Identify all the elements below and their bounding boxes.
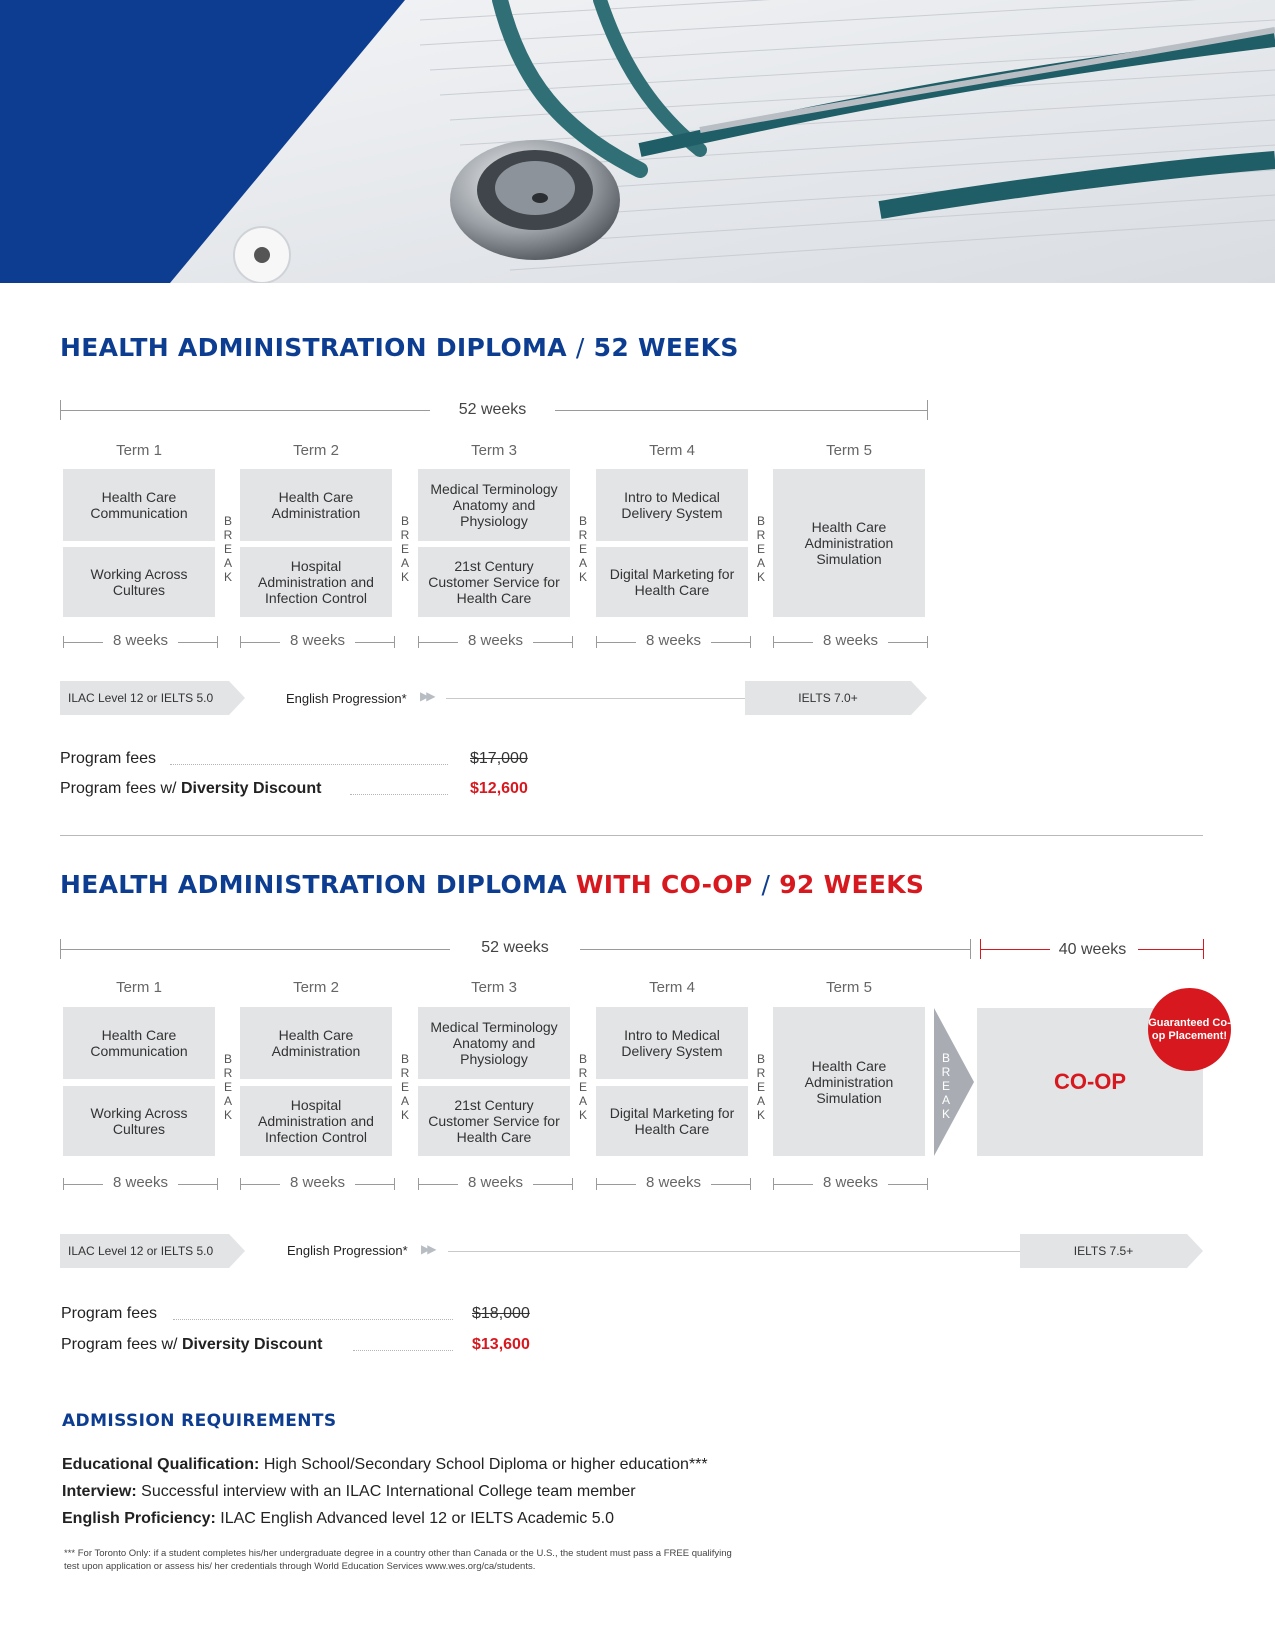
- coop-weeks: 40 weeks: [1058, 941, 1127, 958]
- progression-line: [448, 1251, 1020, 1252]
- weeks-label: 8 weeks: [636, 632, 711, 649]
- term-label: Term 2: [293, 979, 339, 996]
- section1-title-duration: 52 WEEKS: [593, 333, 739, 362]
- admission-row-label: English Proficiency:: [62, 1510, 216, 1527]
- weeks-ruler: [63, 632, 218, 652]
- bracket-line: [60, 949, 450, 950]
- course-box: Working Across Cultures: [63, 1086, 215, 1156]
- weeks-label: 8 weeks: [103, 1174, 178, 1191]
- fee-discount-bold: Diversity Discount: [181, 1336, 323, 1353]
- bracket-line: [580, 949, 970, 950]
- section1-title-main: HEALTH ADMINISTRATION DIPLOMA: [60, 333, 567, 362]
- weeks-label: 8 weeks: [458, 1174, 533, 1191]
- course-box: Medical Terminology Anatomy and Physiology: [418, 1007, 570, 1079]
- course-box: Health Care Communication: [63, 1007, 215, 1079]
- fee-dots: [353, 1350, 453, 1351]
- break-label: BREAK: [578, 1052, 588, 1122]
- coop-bracket-line: [980, 949, 1050, 950]
- weeks-ruler: [240, 1174, 395, 1194]
- weeks-ruler: [418, 632, 573, 652]
- guaranteed-badge: Guaranteed Co-op Placement!: [1148, 988, 1231, 1071]
- fee-discount-label: [60, 780, 321, 798]
- fee-discount-bold: Diversity Discount: [180, 780, 322, 797]
- admission-row: [62, 1510, 614, 1528]
- progression-arrow: [229, 1234, 245, 1268]
- course-box: 21st Century Customer Service for Health Care: [418, 1086, 570, 1156]
- footnote: *** For Toronto Only: if a student completes his/her undergraduate degree in a country other than Canada or the U.S., the student must pass a FREE qualifying test upon application or assess his/ her credentials through World Education Services www.wes.org/ca/students.: [64, 1548, 732, 1572]
- section1-title: [60, 333, 739, 362]
- bracket-line: [555, 410, 928, 411]
- coop-bracket-tick: [1203, 939, 1204, 959]
- term-label: Term 3: [471, 442, 517, 459]
- course-box: Health Care Administration Simulation: [773, 469, 925, 617]
- course-box: Intro to Medical Delivery System: [596, 469, 748, 541]
- term-label: Term 1: [116, 979, 162, 996]
- hero-image: [0, 0, 1275, 283]
- weeks-ruler: [596, 632, 751, 652]
- weeks-ruler: [240, 632, 395, 652]
- weeks-label: 8 weeks: [813, 1174, 888, 1191]
- course-box: Intro to Medical Delivery System: [596, 1007, 748, 1079]
- course-box: Health Care Administration Simulation: [773, 1007, 925, 1156]
- bracket-line: [60, 410, 430, 411]
- section2-title-slash: /: [761, 870, 771, 899]
- break-label: BREAK: [941, 1051, 951, 1121]
- progression-end: IELTS 7.5+: [1020, 1234, 1187, 1268]
- progression-arrow: [911, 681, 927, 715]
- break-label: BREAK: [756, 1052, 766, 1122]
- section2-title-main: HEALTH ADMINISTRATION DIPLOMA: [60, 870, 567, 899]
- admission-title: ADMISSION REQUIREMENTS: [62, 1411, 337, 1431]
- term-label: Term 2: [293, 442, 339, 459]
- progression-label: English Progression*: [286, 691, 407, 706]
- double-arrow-icon: ▶▶: [420, 689, 433, 703]
- break-label: BREAK: [756, 514, 766, 584]
- break-label: BREAK: [578, 514, 588, 584]
- stethoscope-image: [0, 0, 1275, 283]
- progression-start: ILAC Level 12 or IELTS 5.0: [60, 1234, 229, 1268]
- course-box: Hospital Administration and Infection Control: [240, 547, 392, 617]
- admission-row-text: Successful interview with an ILAC International College team member: [141, 1483, 636, 1500]
- fee-old: $18,000: [472, 1305, 530, 1322]
- progression-arrow: [229, 681, 245, 715]
- section1-title-slash: /: [575, 333, 585, 362]
- double-arrow-icon: ▶▶: [421, 1242, 434, 1256]
- fee-new: $12,600: [470, 780, 528, 797]
- weeks-ruler: [773, 1174, 928, 1194]
- term-label: Term 4: [649, 442, 695, 459]
- progression-label: English Progression*: [287, 1243, 408, 1258]
- term-label: Term 4: [649, 979, 695, 996]
- course-box: Health Care Communication: [63, 469, 215, 541]
- progression-end: IELTS 7.0+: [745, 681, 911, 715]
- term-label: Term 5: [826, 442, 872, 459]
- progression-arrow: [1187, 1234, 1203, 1268]
- break-label: BREAK: [400, 514, 410, 584]
- term-label: Term 3: [471, 979, 517, 996]
- course-box: Digital Marketing for Health Care: [596, 1086, 748, 1156]
- fee-new: $13,600: [472, 1336, 530, 1353]
- fee-discount-prefix: Program fees w/: [60, 780, 181, 797]
- term-label: Term 5: [826, 979, 872, 996]
- fee-discount-prefix: Program fees w/: [61, 1336, 182, 1353]
- term-label: Term 1: [116, 442, 162, 459]
- admission-row-label: Interview:: [62, 1483, 137, 1500]
- fee-old: $17,000: [470, 750, 528, 767]
- fee-dots: [173, 1319, 453, 1320]
- course-box: Hospital Administration and Infection Control: [240, 1086, 392, 1156]
- weeks-ruler: [773, 632, 928, 652]
- break-label: BREAK: [400, 1052, 410, 1122]
- break-label: BREAK: [223, 514, 233, 584]
- weeks-label: 8 weeks: [636, 1174, 711, 1191]
- total-weeks: 52 weeks: [458, 401, 527, 418]
- course-box: Health Care Administration: [240, 469, 392, 541]
- coop-bracket-line: [1138, 949, 1204, 950]
- weeks-label: 8 weeks: [813, 632, 888, 649]
- admission-row-text: ILAC English Advanced level 12 or IELTS Academic 5.0: [220, 1510, 614, 1527]
- break-label: BREAK: [223, 1052, 233, 1122]
- progression-start: ILAC Level 12 or IELTS 5.0: [60, 681, 229, 715]
- weeks-label: 8 weeks: [280, 1174, 355, 1191]
- fee-dots: [170, 764, 448, 765]
- section2-title-duration: 92 WEEKS: [779, 870, 925, 899]
- weeks-ruler: [63, 1174, 218, 1194]
- fee-label: Program fees: [61, 1305, 158, 1322]
- bracket-tick: [927, 400, 928, 420]
- admission-row-label: Educational Qualification:: [62, 1456, 260, 1473]
- section2-title: [60, 870, 924, 899]
- weeks-ruler: [418, 1174, 573, 1194]
- coop-box: CO-OP: [977, 1008, 1203, 1156]
- admission-row-text: High School/Secondary School Diploma or higher education***: [263, 1456, 708, 1473]
- break-arrow: [934, 1008, 974, 1156]
- course-box: 21st Century Customer Service for Health Care: [418, 547, 570, 617]
- admission-row: [62, 1456, 708, 1474]
- fee-label: Program fees: [60, 750, 157, 767]
- progression-line: [446, 698, 746, 699]
- fee-discount-label: [61, 1336, 322, 1354]
- course-box: Health Care Administration: [240, 1007, 392, 1079]
- weeks-ruler: [596, 1174, 751, 1194]
- fee-dots: [350, 794, 448, 795]
- course-box: Working Across Cultures: [63, 547, 215, 617]
- course-box: Digital Marketing for Health Care: [596, 547, 748, 617]
- course-box: Medical Terminology Anatomy and Physiology: [418, 469, 570, 541]
- admission-row: [62, 1483, 636, 1501]
- section-divider: [60, 835, 1203, 836]
- bracket-tick: [970, 939, 971, 959]
- section2-title-red: WITH CO-OP: [575, 870, 753, 899]
- total-weeks: 52 weeks: [481, 939, 549, 956]
- weeks-label: 8 weeks: [280, 632, 355, 649]
- weeks-label: 8 weeks: [103, 632, 178, 649]
- weeks-label: 8 weeks: [458, 632, 533, 649]
